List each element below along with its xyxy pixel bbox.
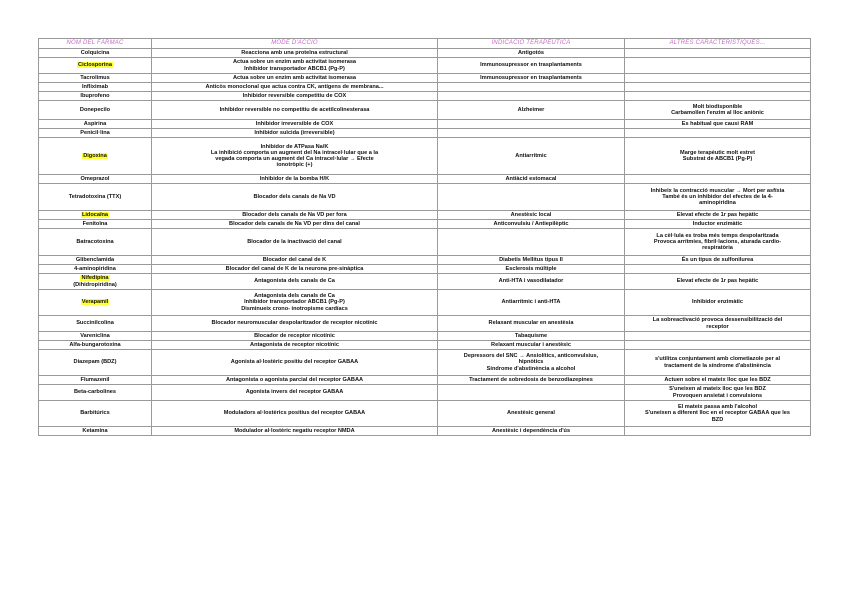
indication-cell	[438, 376, 625, 385]
other-line: Actuen sobre el mateix lloc que les BDZ	[664, 376, 771, 383]
drug-name-sub: (Dihidropiridina)	[73, 281, 117, 288]
drug-name-cell	[39, 138, 152, 175]
table-row	[39, 332, 811, 341]
other-line: respiratòria	[702, 245, 733, 252]
table-row	[39, 350, 811, 376]
table-row	[39, 120, 811, 129]
indication-line: Antigotós	[517, 49, 545, 56]
other-cell	[625, 220, 811, 229]
mode-of-action-line: La inhibició comporta un augment del Na intracel·lular que a la	[210, 149, 379, 156]
other-line: s'utilitza conjuntament amb clometiazole per al	[654, 356, 781, 363]
indication-line: Anti-HTA i vasodilatador	[498, 278, 564, 285]
table-row	[39, 265, 811, 274]
drug-name-cell	[39, 92, 152, 101]
other-line: Elevat efecte de 1r pas hepàtic	[676, 211, 759, 218]
other-line: Carbamoïlen l'enzim al lloc aniònic	[671, 110, 764, 116]
other-line: Provoquen ansietat i convulsions	[672, 392, 763, 399]
other-cell	[625, 229, 811, 256]
table-row	[39, 83, 811, 92]
indication-line: Immunosupressor en trasplantaments	[480, 74, 582, 81]
drug-name: Ketamina	[82, 427, 108, 434]
indication-line: Anestèsic general	[507, 410, 555, 417]
other-cell	[625, 83, 811, 92]
other-line: Inductor enzimàtic	[692, 220, 743, 227]
indication-cell	[438, 58, 625, 74]
drug-name-cell	[39, 376, 152, 385]
mode-of-action-cell	[152, 58, 438, 74]
indication-line: Depressors del SNC → Ansiolítics, anticonvulsius,	[463, 353, 599, 360]
drug-name: Succinilcolina	[76, 320, 114, 327]
drug-name-cell	[39, 274, 152, 290]
table-row	[39, 92, 811, 101]
other-cell	[625, 101, 811, 120]
mode-of-action-cell	[152, 83, 438, 92]
table-row	[39, 211, 811, 220]
other-line: És un tipus de sulfonilurea	[681, 256, 754, 263]
other-cell	[625, 58, 811, 74]
other-line: La cèl·lula es troba més temps despolaritzada	[656, 232, 779, 239]
indication-line: Antiarrítmic i anti-HTA	[501, 299, 561, 306]
mode-of-action-cell	[152, 332, 438, 341]
mode-of-action-line: Blocador de receptor nicotínic	[254, 332, 335, 339]
mode-of-action-line: Inhibidor de ATPasa Na/K	[260, 143, 329, 150]
mode-of-action-cell	[152, 175, 438, 184]
mode-of-action-cell	[152, 184, 438, 211]
other-line: La sobreactivació provoca dessensibilització del	[652, 317, 783, 324]
mode-of-action-line: Inhibidor transportador ABCB1 (Pg-P)	[244, 299, 345, 306]
mode-of-action-line: Actua sobre un enzim amb activitat isomerasa	[232, 74, 357, 81]
table-row	[39, 138, 811, 175]
drug-name-cell	[39, 101, 152, 120]
mode-of-action-line: Antagonista o agonista parcial del receptor GABAA	[225, 376, 364, 383]
other-cell	[625, 256, 811, 265]
indication-line: Antiàcid estomacal	[505, 175, 557, 182]
mode-of-action-line: Blocador de la inactivació del canal	[247, 238, 342, 245]
drug-name: Verapamil	[81, 299, 109, 306]
mode-of-action-line: Reacciona amb una proteïna estructural	[241, 49, 348, 56]
indication-line: Relaxant muscular en anestèsia	[488, 320, 574, 327]
drug-name-cell	[39, 211, 152, 220]
table-row	[39, 49, 811, 58]
drug-name: Glibenclamida	[75, 256, 115, 263]
drug-name-cell	[39, 58, 152, 74]
drug-name: Nifedipina	[81, 275, 109, 282]
mode-of-action-cell	[152, 138, 438, 175]
indication-cell	[438, 184, 625, 211]
mode-of-action-cell	[152, 220, 438, 229]
indication-cell	[438, 341, 625, 350]
mode-of-action-cell	[152, 129, 438, 138]
mode-of-action-cell	[152, 341, 438, 350]
table-row	[39, 129, 811, 138]
drug-name: Donepecilo	[79, 106, 111, 113]
indication-line: Alzheimer	[517, 106, 545, 113]
mode-of-action-cell	[152, 211, 438, 220]
other-cell	[625, 290, 811, 316]
mode-of-action-cell	[152, 316, 438, 332]
drug-name-cell	[39, 49, 152, 58]
mode-of-action-line: Anticòs monoclonal que actua contra CK, antígens de membrana...	[205, 83, 384, 90]
mode-of-action-line: Inhibidor de la bomba H/K	[259, 175, 330, 182]
mode-of-action-line: Blocador dels canals de Na VD	[253, 193, 336, 200]
drug-name-cell	[39, 129, 152, 138]
indication-cell	[438, 138, 625, 175]
mode-of-action-cell	[152, 92, 438, 101]
other-cell	[625, 129, 811, 138]
drug-name: Vareniclina	[80, 332, 110, 339]
drug-name: Penicil·lina	[80, 129, 110, 136]
table-row	[39, 427, 811, 436]
indication-cell	[438, 385, 625, 401]
mode-of-action-cell	[152, 229, 438, 256]
other-line: També és un inhibidor del efectes de la 4-	[662, 193, 773, 200]
other-cell	[625, 332, 811, 341]
table-body	[39, 49, 811, 436]
other-line: Substrat de ABCB1 (Pg-P)	[682, 156, 753, 162]
other-cell	[625, 401, 811, 427]
table-row	[39, 316, 811, 332]
drug-name: Diazepam (BDZ)	[73, 359, 117, 366]
header-drug-name: NOM DEL FÀRMAC	[39, 39, 152, 49]
drug-name-cell	[39, 175, 152, 184]
mode-of-action-cell	[152, 385, 438, 401]
header-other: ALTRES CARACTERÍSTIQUES...	[625, 39, 811, 49]
drug-name: Alfa-bungarotoxina	[69, 341, 121, 348]
indication-cell	[438, 92, 625, 101]
drug-name: Infliximab	[81, 83, 109, 90]
indication-cell	[438, 49, 625, 58]
drug-name: Flumazenil	[80, 376, 110, 383]
mode-of-action-line: Disminueix crono- inotropisme cardíacs	[241, 305, 348, 312]
table-row	[39, 175, 811, 184]
other-line: BZD	[711, 416, 724, 423]
other-line: aminopiridina	[699, 200, 736, 207]
drug-table	[38, 38, 811, 436]
table-row	[39, 385, 811, 401]
other-cell	[625, 427, 811, 436]
indication-cell	[438, 74, 625, 83]
other-line: Provoca arrítmies, fibril·lacions, aturada cardio-	[653, 238, 782, 245]
other-line: Molt biodisponible	[692, 103, 743, 110]
other-line: tractament de la síndrome d'abstinència	[664, 362, 771, 369]
drug-name-cell	[39, 350, 152, 376]
mode-of-action-line: Agonista invers del receptor GABAA	[245, 389, 344, 396]
drug-name: Tetradotoxina (TTX)	[68, 193, 122, 200]
table-row	[39, 74, 811, 83]
indication-cell	[438, 290, 625, 316]
drug-name: Aspirina	[83, 120, 107, 127]
table-row	[39, 290, 811, 316]
drug-name-cell	[39, 120, 152, 129]
other-line: Es habitual que causi RAM	[681, 120, 754, 127]
drug-name-cell	[39, 385, 152, 401]
mode-of-action-line: Blocador del canal de K de la neurona pre-sinàptica	[225, 265, 364, 272]
drug-name: Barbitúrics	[80, 410, 110, 417]
mode-of-action-line: Antagonista dels canals de Ca	[254, 293, 335, 300]
mode-of-action-cell	[152, 49, 438, 58]
indication-cell	[438, 256, 625, 265]
indication-cell	[438, 175, 625, 184]
mode-of-action-cell	[152, 376, 438, 385]
mode-of-action-line: Inhibidor reversible no competitiu de acetilcolinesterasa	[219, 106, 370, 113]
other-cell	[625, 211, 811, 220]
mode-of-action-cell	[152, 290, 438, 316]
other-line: receptor	[706, 323, 729, 330]
mode-of-action-line: Blocador dels canals de Na VD per dins del canal	[229, 220, 360, 227]
indication-cell	[438, 401, 625, 427]
indication-line: Relaxant muscular i anestèsic	[491, 341, 571, 348]
other-cell	[625, 138, 811, 175]
drug-name-cell	[39, 290, 152, 316]
drug-name-cell	[39, 74, 152, 83]
mode-of-action-cell	[152, 101, 438, 120]
header-row	[39, 39, 811, 49]
drug-name-cell	[39, 83, 152, 92]
other-cell	[625, 92, 811, 101]
header-mode-of-action: MODE D'ACCIÓ	[152, 39, 438, 49]
mode-of-action-line: Inhibidor suïcida (irreversible)	[254, 129, 335, 136]
drug-name: Lidocaïna	[81, 211, 109, 218]
indication-line: hipnòtics	[518, 359, 544, 366]
indication-cell	[438, 220, 625, 229]
indication-line: Esclerosis múltiple	[505, 265, 557, 272]
drug-name-cell	[39, 184, 152, 211]
drug-name: Ibuprofeno	[80, 92, 110, 99]
mode-of-action-cell	[152, 256, 438, 265]
mode-of-action-line: Inhibidor irreversible de COX	[255, 120, 334, 127]
mode-of-action-cell	[152, 120, 438, 129]
indication-line: Diabetis Mellitus tipus II	[499, 256, 563, 263]
indication-cell	[438, 229, 625, 256]
indication-cell	[438, 83, 625, 92]
other-cell	[625, 175, 811, 184]
drug-name: Omeprazol	[80, 175, 110, 182]
table-row	[39, 401, 811, 427]
drug-name-cell	[39, 220, 152, 229]
drug-name: Batracotoxina	[76, 238, 114, 245]
table-row	[39, 341, 811, 350]
other-cell	[625, 341, 811, 350]
mode-of-action-line: Inhibidor reversible competitiu de COX	[242, 92, 347, 99]
drug-name-cell	[39, 229, 152, 256]
indication-line: Immunosupressor en trasplantaments	[480, 62, 582, 69]
table-row	[39, 256, 811, 265]
mode-of-action-line: Blocador neuromuscular despolaritzador de receptor nicotínic	[211, 320, 378, 327]
other-line: S'uneixen a diferent lloc en el receptor GABAA que les	[644, 410, 791, 417]
indication-line: Anticonvulsiu / Antiepilèptic	[493, 220, 569, 227]
other-line: Inhibidor enzimàtic	[692, 299, 743, 306]
table-row	[39, 101, 811, 120]
drug-name: Tacrolimus	[80, 74, 110, 81]
drug-name: Beta-carbolines	[74, 389, 116, 396]
indication-line: Anestèsic i dependència d'ús	[491, 427, 571, 434]
drug-name-cell	[39, 256, 152, 265]
other-cell	[625, 49, 811, 58]
drug-name-cell	[39, 341, 152, 350]
indication-cell	[438, 274, 625, 290]
other-line: S'uneixen al mateix lloc que les BDZ	[669, 386, 766, 393]
drug-name: Digoxina	[83, 152, 107, 159]
drug-name-cell	[39, 401, 152, 427]
indication-line: Antiarrítmic	[515, 152, 547, 159]
other-cell	[625, 350, 811, 376]
indication-cell	[438, 120, 625, 129]
drug-name-cell	[39, 427, 152, 436]
other-line: Marge terapèutic molt estret	[680, 149, 755, 156]
table-row	[39, 220, 811, 229]
indication-line: Síndrome d'abstinència a alcohol	[486, 365, 576, 372]
mode-of-action-cell	[152, 350, 438, 376]
table-row	[39, 184, 811, 211]
indication-line: Tractament de sobredosis de benzodiazepines	[469, 376, 593, 383]
indication-cell	[438, 211, 625, 220]
mode-of-action-cell	[152, 265, 438, 274]
indication-cell	[438, 350, 625, 376]
mode-of-action-line: Antagonista dels canals de Ca	[254, 278, 335, 285]
drug-name: Colquicina	[80, 49, 110, 56]
other-line: El mateix passa amb l'alcohol	[677, 404, 758, 411]
drug-name: Fenitoïna	[82, 220, 108, 227]
mode-of-action-line: vegada comporta un augment del Ca intracel·lular → Efecte	[215, 156, 374, 162]
indication-line: Anestèsic local	[510, 211, 552, 218]
mode-of-action-line: Inhibidor transportador ABCB1 (Pg-P)	[244, 65, 345, 72]
mode-of-action-cell	[152, 274, 438, 290]
table-row	[39, 274, 811, 290]
mode-of-action-line: Blocador dels canals de Na VD per fora	[242, 211, 347, 218]
other-cell	[625, 265, 811, 274]
other-line: Elevat efecte de 1r pas hepàtic	[676, 278, 759, 285]
table-row	[39, 376, 811, 385]
mode-of-action-line: Blocador del canal de K	[262, 256, 327, 263]
other-cell	[625, 120, 811, 129]
mode-of-action-line: Antagonista de receptor nicotínic	[250, 341, 339, 348]
mode-of-action-cell	[152, 401, 438, 427]
indication-line: Tabaquisme	[514, 332, 548, 339]
table-row	[39, 229, 811, 256]
drug-name: Ciclosporina	[78, 62, 112, 69]
drug-name: 4-aminopiridina	[74, 265, 116, 272]
indication-cell	[438, 332, 625, 341]
indication-cell	[438, 265, 625, 274]
other-cell	[625, 385, 811, 401]
mode-of-action-cell	[152, 74, 438, 83]
mode-of-action-line: Modulador al·lostèric negatiu receptor NMDA	[234, 427, 355, 434]
header-indication: INDICACIÓ TERAPÈUTICA	[438, 39, 625, 49]
indication-cell	[438, 129, 625, 138]
indication-cell	[438, 427, 625, 436]
mode-of-action-cell	[152, 427, 438, 436]
mode-of-action-line: Moduladors al·lostèrics positius del receptor GABAA	[223, 410, 366, 417]
other-cell	[625, 184, 811, 211]
indication-cell	[438, 101, 625, 120]
drug-name-cell	[39, 316, 152, 332]
mode-of-action-line: ionotròpic (+)	[276, 162, 313, 169]
mode-of-action-line: Actua sobre un enzim amb activitat isomerasa	[232, 59, 357, 66]
indication-cell	[438, 316, 625, 332]
other-cell	[625, 74, 811, 83]
other-cell	[625, 316, 811, 332]
other-line: Inhibeix la contracció muscular → Mort per asfíxia	[650, 187, 785, 194]
other-cell	[625, 376, 811, 385]
table-row	[39, 58, 811, 74]
drug-name-cell	[39, 332, 152, 341]
drug-name-cell	[39, 265, 152, 274]
other-cell	[625, 274, 811, 290]
mode-of-action-line: Agonista al·lostèric positiu del receptor GABAA	[230, 359, 359, 366]
